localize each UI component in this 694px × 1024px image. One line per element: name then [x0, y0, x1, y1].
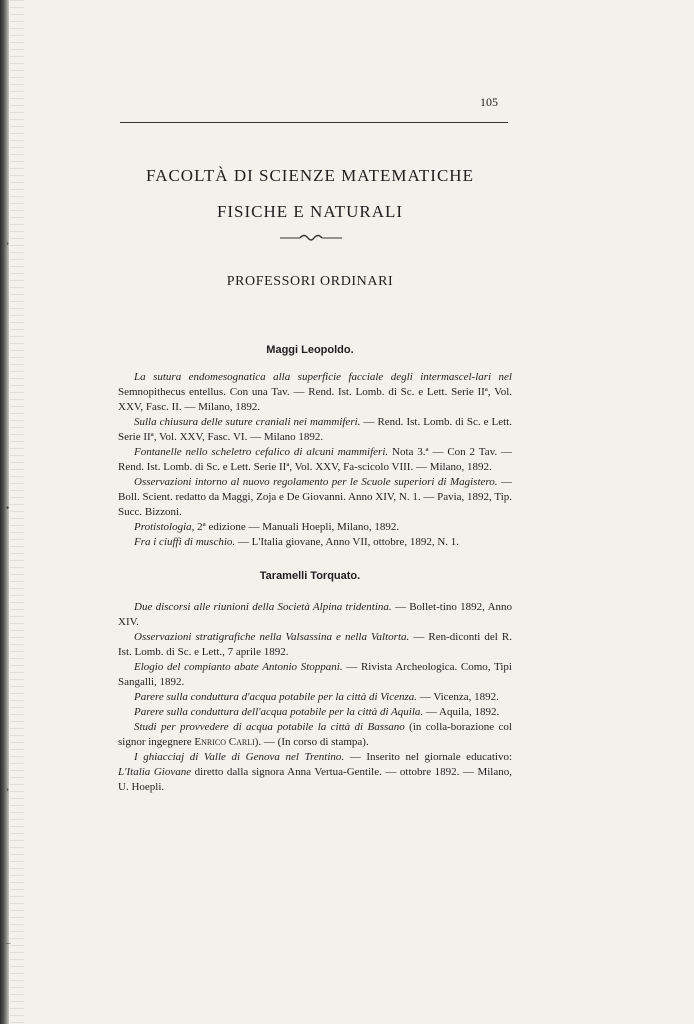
publication-details: — Aquila, 1892. [423, 706, 500, 718]
publication-title: Elogio del compianto abate Antonio Stoppani. [134, 661, 343, 673]
publication-details: Nota 3.ª — Con 2 Tav. — Rend. Ist. Lomb. di Sc. e Lett. Serie IIª, Vol. XXV, Fa-scicolo VIII. — Milano, 1892. [118, 446, 512, 473]
publication-entry [118, 520, 512, 535]
publication-entry [118, 705, 512, 720]
publication-entry [118, 415, 512, 445]
publication-details: 2ª edizione — Manuali Hoepli, Milano, 1892. [194, 521, 400, 533]
header-rule [120, 122, 508, 123]
publication-title: Due discorsi alle riunioni della Società Alpina tridentina. [134, 601, 392, 613]
publication-details: — Bollet-tino 1892, Anno XIV. [118, 601, 513, 628]
publication-details: — L'Italia giovane, Anno VII, ottobre, 1892, N. 1. [235, 536, 460, 548]
publication-details: — Boll. Scient. redatto da Maggi, Zoja e De Giovanni. Anno XIV, N. 1. — Pavia, 1892, Tip. Succ. Bizzoni. [118, 476, 512, 518]
publication-entry [118, 475, 512, 520]
publication-title: L'Italia Giovane [118, 766, 192, 778]
publication-entry [118, 535, 512, 550]
publication-details: diretto dalla signora Anna Vertua-Gentile. — ottobre 1892. — Milano, U. Hoepli. [118, 766, 512, 793]
section-heading: PROFESSORI ORDINARI [226, 274, 394, 289]
publication-title: Studi per provvedere di acqua potabile la città di Bassano [134, 721, 405, 733]
binding-texture [10, 0, 24, 1024]
title-line-1: FACOLTÀ DI SCIENZE MATEMATICHE [146, 166, 474, 185]
publication-entry [118, 370, 512, 415]
publication-title: Fra i ciuffi di muschio. [134, 536, 236, 548]
professor-name: Maggi Leopoldo. [266, 344, 354, 356]
publication-list [118, 600, 512, 795]
publication-entry [118, 720, 512, 750]
page-number: 105 [480, 95, 498, 109]
title-line-2: FISICHE E NATURALI [216, 202, 404, 221]
publication-entry [118, 445, 512, 475]
document-page [110, 0, 513, 1024]
publication-list [118, 370, 512, 550]
publication-title: Osservazioni intorno al nuovo regolamento per le Scuole superiori di Magistero. [134, 476, 498, 488]
margin-mark: › [6, 238, 9, 248]
publication-title: Protistologia, [134, 521, 195, 533]
publication-title: I ghiacciaj di Valle di Genova nel Trentino. [134, 751, 345, 763]
decorative-ornament [280, 232, 342, 244]
publication-title: La sutura endomesognatica alla superficie facciale degli intermascel-lari nel [134, 371, 512, 383]
publication-entry [118, 660, 512, 690]
publication-entry [118, 750, 512, 795]
publication-details: Semnopithecus entellus. Con una Tav. — Rend. Ist. Lomb. di Sc. e Lett. Serie IIª, Vol. XXV, Fasc. II. — Milano, 1892. [118, 386, 512, 413]
publication-title: Parere sulla conduttura d'acqua potabile per la città di Vicenza. [134, 691, 418, 703]
publication-details: — Rivista Archeologica. Como, Tipi Sangalli, 1892. [118, 661, 512, 688]
publication-details: (in colla-borazione col signor ingegnere [118, 721, 512, 748]
publication-details: — Vicenza, 1892. [417, 691, 499, 703]
publication-details: — Ren-diconti del R. Ist. Lomb. di Sc. e Lett., 7 aprile 1892. [118, 631, 512, 658]
author-name: Enrico Carli [194, 736, 255, 748]
margin-mark: • [6, 503, 10, 513]
page-title [110, 158, 510, 230]
publication-details: ). — (In corso di stampa). [254, 736, 369, 748]
professor-name: Taramelli Torquato. [259, 570, 361, 582]
publication-title: Osservazioni stratigrafiche nella Valsassina e nella Valtorta. [134, 631, 410, 643]
publication-entry [118, 690, 512, 705]
publication-entry [118, 600, 512, 630]
publication-title: Sulla chiusura delle suture craniali nei mammiferi. [134, 416, 361, 428]
margin-mark: › [6, 784, 9, 794]
publication-details: — Inserito nel giornale educativo: [344, 751, 512, 763]
publication-details: — Rend. Ist. Lomb. di Sc. e Lett. Serie IIª, Vol. XXV, Fasc. VI. — Milano 1892. [118, 416, 512, 443]
margin-mark: – [6, 938, 11, 948]
publication-title: Fontanelle nello scheletro cefalico di alcuni mammiferi. [134, 446, 389, 458]
publication-entry [118, 630, 512, 660]
publication-title: Parere sulla conduttura dell'acqua potabile per la città di Aquila. [134, 706, 424, 718]
